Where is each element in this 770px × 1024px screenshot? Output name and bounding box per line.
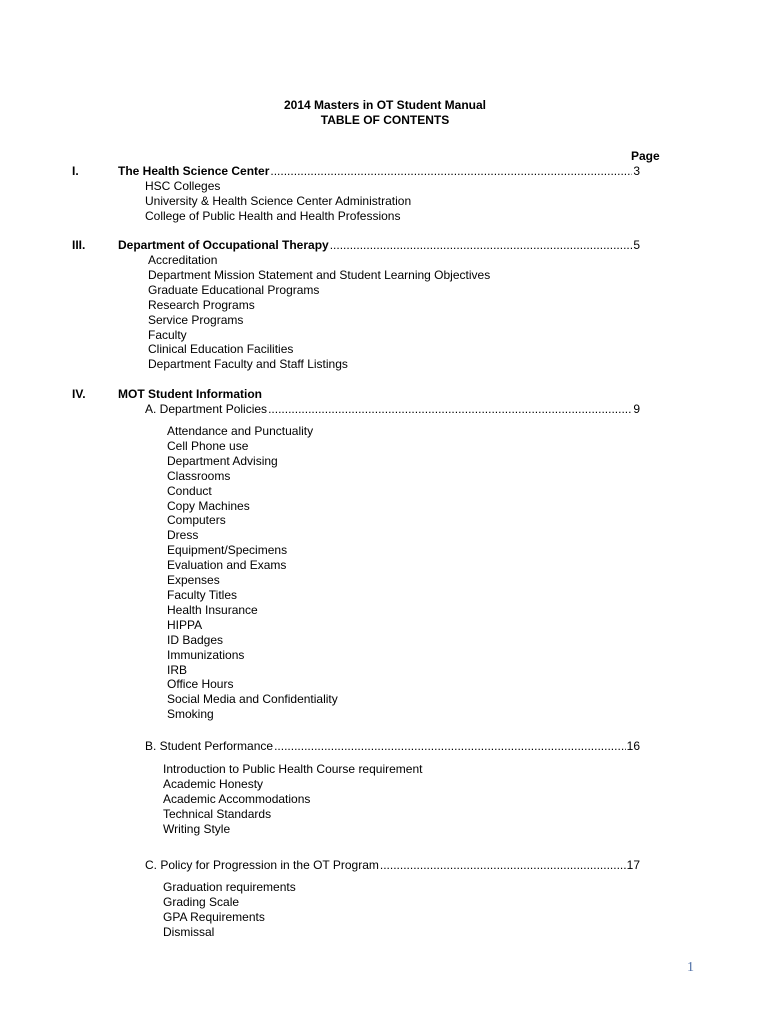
list-item: Research Programs [148, 297, 255, 312]
list-item: Dismissal [163, 924, 215, 939]
section-numeral-4: IV. [72, 387, 86, 401]
list-item: Equipment/Specimens [167, 543, 288, 558]
section-numeral-3: III. [72, 238, 86, 252]
list-item: Accreditation [148, 253, 218, 267]
list-item: Technical Standards [163, 806, 272, 821]
list-item: Attendance and Punctuality [167, 424, 314, 438]
section-title: Department of Occupational Therapy [118, 238, 329, 252]
subsection-title: A. Department Policies [145, 402, 268, 416]
leader-dots [268, 402, 632, 417]
section-title: The Health Science Center [118, 164, 270, 178]
list-item: Expenses [167, 573, 220, 588]
toc-heading: TABLE OF CONTENTS [320, 113, 450, 127]
document-title: 2014 Masters in OT Student Manual [283, 98, 487, 112]
list-item: Faculty [148, 327, 187, 342]
list-item: Department Mission Statement and Student Learning Objectives [148, 267, 491, 282]
subsection-title: C. Policy for Progression in the OT Program [145, 858, 379, 872]
list-item: Academic Accommodations [163, 791, 311, 806]
list-item: College of Public Health and Health Professions [145, 208, 401, 223]
list-item: Office Hours [167, 677, 234, 692]
list-item: Department Faculty and Staff Listings [148, 357, 348, 372]
list-item: Computers [167, 513, 226, 528]
subsection-page-number: 17 [626, 858, 640, 872]
leader-dots [330, 238, 633, 253]
list-item: Dress [167, 528, 199, 543]
footer-page-number: 1 [687, 960, 694, 975]
section-page-number: 3 [633, 164, 640, 178]
list-item: GPA Requirements [163, 909, 265, 924]
subsection-entry-department-policies[interactable] [145, 402, 640, 417]
section-page-number: 5 [633, 238, 640, 252]
list-item: Graduate Educational Programs [148, 282, 320, 297]
list-item: Writing Style [163, 821, 231, 836]
leader-dots [380, 858, 626, 873]
subsection-items-student-performance [163, 762, 422, 837]
list-item: IRB [167, 662, 188, 677]
list-item: Health Insurance [167, 602, 258, 617]
list-item: Social Media and Confidentiality [167, 692, 338, 707]
section-numeral-1: I. [72, 164, 79, 178]
subsection-entry-progression-policy[interactable] [145, 858, 640, 873]
list-item: Conduct [167, 483, 212, 498]
list-item: Clinical Education Facilities [148, 342, 294, 357]
subsection-items-department-policies [167, 424, 338, 722]
list-item: Academic Honesty [163, 776, 264, 791]
section-entry-occupational-therapy[interactable] [118, 238, 640, 253]
list-item: Introduction to Public Health Course requirement [163, 762, 423, 776]
section-items-occupational-therapy [148, 253, 490, 372]
list-item: Graduation requirements [163, 880, 296, 894]
leader-dots [270, 164, 632, 179]
subsection-entry-student-performance[interactable] [145, 739, 640, 754]
list-item: Department Advising [167, 453, 278, 468]
list-item: ID Badges [167, 632, 224, 647]
leader-dots [274, 739, 626, 754]
list-item: Classrooms [167, 468, 231, 483]
list-item: Smoking [167, 707, 214, 722]
list-item: Faculty Titles [167, 587, 238, 602]
page-column-header: Page [631, 149, 660, 163]
subsection-page-number: 9 [633, 402, 640, 416]
subsection-title: B. Student Performance [145, 739, 274, 753]
section-items-health-science-center [145, 179, 411, 224]
list-item: HIPPA [167, 617, 203, 632]
list-item: Service Programs [148, 312, 244, 327]
list-item: Evaluation and Exams [167, 558, 287, 573]
subsection-page-number: 16 [626, 739, 640, 753]
list-item: Cell Phone use [167, 438, 249, 453]
section-entry-health-science-center[interactable] [118, 164, 640, 179]
list-item: Copy Machines [167, 498, 250, 513]
list-item: Grading Scale [163, 894, 240, 909]
subsection-items-progression-policy [163, 880, 296, 940]
list-item: Immunizations [167, 647, 245, 662]
list-item: HSC Colleges [145, 179, 221, 193]
list-item: University & Health Science Center Administration [145, 193, 412, 208]
section-title-mot-student-information: MOT Student Information [118, 387, 262, 401]
